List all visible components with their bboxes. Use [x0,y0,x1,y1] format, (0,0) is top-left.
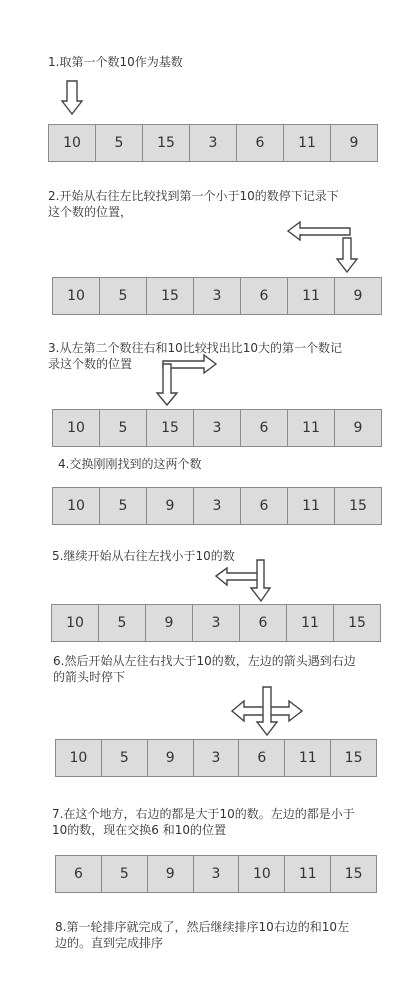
array-cell: 5 [100,278,147,314]
array-cell: 9 [349,135,359,151]
step-2-caption-line-1: 2.开始从右往左比较找到第一个小于10的数停下记录下 [48,189,339,203]
array-cell: 9 [148,740,194,776]
step-4-caption [58,456,201,472]
step-6-caption [53,653,356,685]
step-7-caption-line-2: 10的数，现在交换6 和10的位置 [52,823,226,837]
down-arrow-icon [337,238,357,272]
array-cell: 3 [194,740,240,776]
array-cell: 5 [102,856,148,892]
step-3-array [52,409,382,447]
array-cell: 6 [239,740,285,776]
step-1-caption [48,54,183,70]
array-cell: 3 [193,605,240,641]
array-cell: 6 [241,278,288,314]
array-cell: 9 [147,488,194,524]
step-2-array [52,277,382,315]
step-2-caption [48,188,339,220]
array-cell: 11 [288,278,335,314]
step-1-caption-line-1: 1.取第一个数10作为基数 [48,55,183,69]
array-cell: 11 [285,856,331,892]
array-cell: 10 [53,278,100,314]
array-cell: 10 [49,125,96,161]
array-cell: 5 [100,410,147,446]
down-arrow-icon [62,81,82,114]
step-6-array [55,739,377,777]
array-cell: 10 [239,856,285,892]
array-cell: 3 [194,488,241,524]
step-3-caption-line-1: 3.从左第二个数往右和10比较找出比10大的第一个数记 [48,341,342,355]
array-cell: 15 [143,125,190,161]
array-cell: 15 [344,750,363,766]
array-cell: 9 [146,605,193,641]
step-8-caption [55,919,349,951]
array-cell: 3 [194,410,241,446]
array-cell: 11 [287,605,334,641]
array-cell: 3 [190,125,237,161]
array-cell: 3 [194,856,240,892]
array-cell: 11 [284,125,331,161]
array-cell: 6 [240,605,287,641]
array-cell: 10 [56,740,102,776]
left-arrow-icon [288,222,350,240]
step-7-caption [52,806,355,838]
array-cell: 11 [285,740,331,776]
step-4-caption-line-1: 4.交换刚刚找到的这两个数 [58,457,202,471]
array-cell: 11 [288,488,335,524]
array-cell: 6 [241,410,288,446]
array-cell: 15 [147,278,194,314]
array-cell: 10 [52,605,99,641]
step-5-caption-line-1: 5.继续开始从右往左找小于10的数 [52,549,235,563]
step-3-caption-line-2: 录这个数的位置 [48,357,133,371]
array-cell: 15 [147,410,194,446]
array-cell: 5 [102,740,148,776]
step-7-caption-line-1: 7.在这个地方，右边的都是大于10的数。左边的都是小于 [52,807,355,821]
array-cell: 6 [56,856,102,892]
step-1-array [48,124,378,162]
step-8-caption-line-2: 边的。直到完成排序 [55,936,164,950]
step-3-caption [48,340,342,372]
array-cell: 9 [148,856,194,892]
array-cell: 6 [237,125,284,161]
array-cell: 9 [353,420,363,436]
step-5-caption [52,548,235,564]
array-cell: 5 [99,605,146,641]
step-6-caption-line-1: 6.然后开始从左往右找大于10的数，左边的箭头遇到右边 [53,654,356,668]
down-arrow-icon [257,687,277,735]
step-7-array [55,855,377,893]
array-cell: 3 [194,278,241,314]
step-5-array [51,604,381,642]
step-4-array [52,487,382,525]
array-cell: 15 [348,615,366,631]
array-cell: 6 [241,488,288,524]
double-arrow-icon [232,701,302,721]
step-6-caption-line-2: 的箭头时停下 [53,670,126,684]
step-8-caption-line-1: 8.第一轮排序就完成了，然后继续排序10右边的和10左 [55,920,349,934]
array-cell: 9 [353,288,363,304]
down-arrow-icon [251,560,270,601]
array-cell: 5 [96,125,143,161]
step-2-caption-line-2: 这个数的位置， [48,205,133,219]
array-cell: 11 [288,410,335,446]
array-cell: 15 [349,498,367,514]
left-arrow-icon [216,568,258,585]
array-cell: 15 [344,866,363,882]
array-cell: 10 [53,410,100,446]
array-cell: 5 [100,488,147,524]
array-cell: 10 [53,488,100,524]
